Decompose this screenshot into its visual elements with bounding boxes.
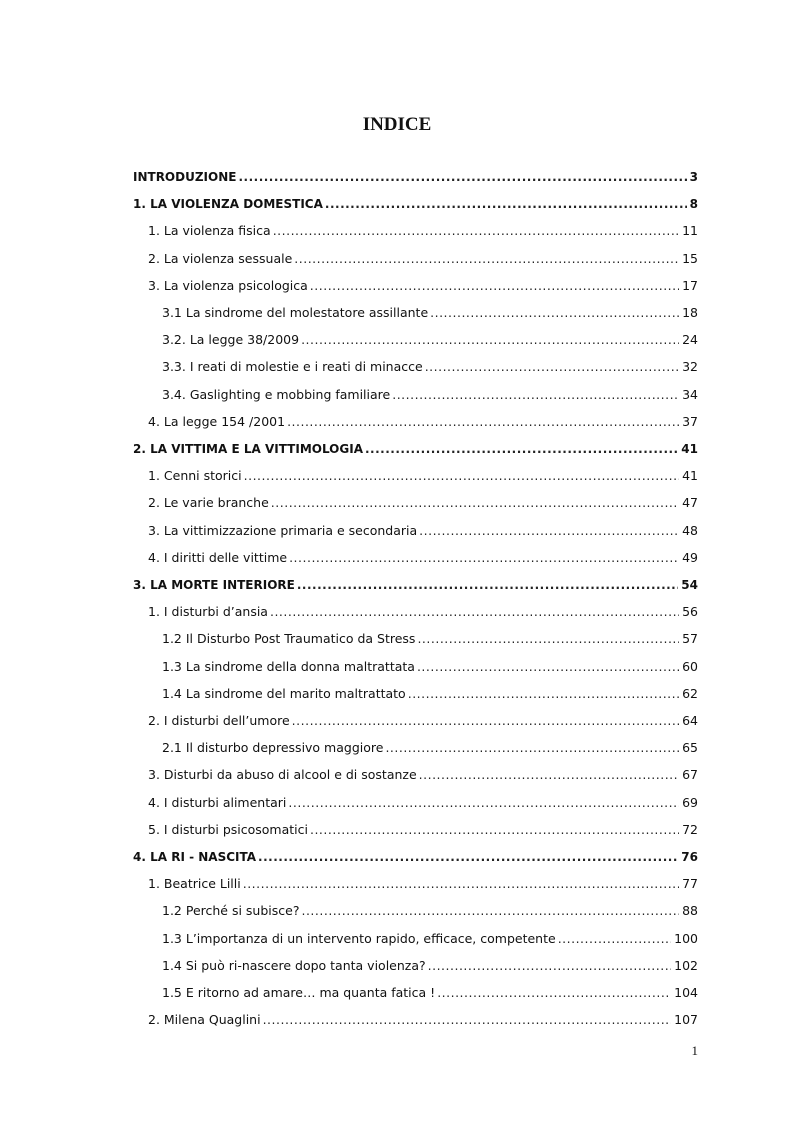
toc-entry-page: 17 [682,277,698,293]
toc-dot-leader [417,631,679,647]
toc-entry[interactable] [162,659,698,675]
toc-dot-leader [288,795,679,811]
toc-entry-label: 1. LA VIOLENZA DOMESTICA [133,197,323,212]
toc-dot-leader [365,441,678,457]
toc-entry-label: 1.2 Perché si subisce? [162,903,300,919]
toc-dot-leader [417,659,679,675]
toc-entry-page: 47 [682,495,698,511]
toc-dot-leader [270,604,679,620]
toc-entry-label: 3.2. La legge 38/2009 [162,332,300,348]
toc-entry-page: 76 [681,850,698,864]
toc-entry-label: 3. La vittimizzazione primaria e secondaria [148,522,418,538]
toc-dot-leader [287,414,679,430]
toc-entry-page: 69 [682,794,698,810]
toc-entry[interactable] [133,441,698,457]
toc-entry[interactable] [148,767,698,783]
toc-entry-page: 62 [682,685,698,701]
toc-entry-label: 5. I disturbi psicosomatici [148,821,308,837]
toc-dot-leader [297,577,678,593]
toc-dot-leader [437,985,671,1001]
toc-entry-label: 3. La violenza psicologica [148,277,308,293]
toc-entry[interactable] [162,686,698,702]
toc-entry-page: 72 [682,821,698,837]
toc-entry[interactable] [162,387,698,403]
toc-entry-label: 2. Milena Quaglini [148,1012,261,1028]
toc-dot-leader [385,740,679,756]
toc-dot-leader [558,931,671,947]
toc-entry-page: 77 [682,876,698,892]
toc-entry-page: 104 [674,985,698,1000]
toc-dot-leader [294,251,679,267]
toc-entry-page: 8 [689,197,698,212]
toc-entry-page: 15 [682,250,698,266]
toc-dot-leader [301,332,679,348]
toc-entry-page: 60 [682,658,698,674]
toc-entry-label: 3. LA MORTE INTERIORE [133,578,295,592]
toc-entry-page: 34 [682,386,698,402]
toc-dot-leader [430,305,679,321]
toc-entry[interactable] [148,414,698,430]
toc-entry-label: 1. Beatrice Lilli [148,876,241,892]
toc-dot-leader [263,1012,672,1028]
toc-dot-leader [428,958,672,974]
toc-dot-leader [271,495,679,511]
toc-entry-label: 1.4 La sindrome del marito maltrattato [162,685,406,701]
toc-entry-page: 107 [674,1012,698,1028]
toc-dot-leader [238,169,686,185]
toc-dot-leader [310,822,679,838]
toc-entry-label: 1.2 Il Disturbo Post Traumatico da Stress [162,631,416,647]
toc-entry[interactable] [148,550,698,566]
toc-entry[interactable] [148,523,698,539]
toc-entry-label: 2.1 Il disturbo depressivo maggiore [162,740,384,756]
toc-entry[interactable] [162,631,698,647]
page-number: 1 [691,1043,698,1058]
toc-entry-label: 2. I disturbi dell’umore [148,713,290,728]
toc-entry[interactable] [162,931,698,947]
toc-entry-label: 4. LA RI - NASCITA [133,850,257,864]
toc-entry-label: 1.5 E ritorno ad amare… ma quanta fatica ! [162,985,436,1000]
toc-entry-label: 4. La legge 154 /2001 [148,413,286,429]
toc-entry-label: 3.3. I reati di molestie e i reati di minacce [162,359,423,375]
toc-entry-label: 1. Cenni storici [148,468,242,484]
toc-entry-page: 100 [674,930,698,946]
toc-entry[interactable] [133,577,698,593]
toc-entry-label: 1. I disturbi d’ansia [148,604,268,620]
toc-entry-page: 56 [682,604,698,620]
toc-entry[interactable] [162,740,698,756]
toc-entry[interactable] [148,468,698,484]
toc-entry-page: 24 [682,332,698,348]
toc-dot-leader [292,713,679,729]
toc-entry[interactable] [148,713,698,729]
toc-entry-page: 48 [682,522,698,538]
toc-entry[interactable] [133,169,698,185]
toc-entry-label: INTRODUZIONE [133,170,237,184]
toc-entry-label: 3. Disturbi da abuso di alcool e di sostanze [148,767,417,783]
toc-entry[interactable] [148,251,698,267]
toc-entry[interactable] [148,278,698,294]
toc-entry-page: 65 [682,740,698,756]
toc-entry[interactable] [133,849,698,865]
toc-entry-page: 57 [682,631,698,647]
toc-entry-label: 3.1 La sindrome del molestatore assillante [162,305,429,320]
toc-entry-label: 4. I disturbi alimentari [148,794,287,810]
toc-entry-page: 49 [682,549,698,565]
toc-dot-leader [273,223,679,239]
toc-dot-leader [244,468,679,484]
toc-entry[interactable] [148,223,698,239]
toc-entry[interactable] [162,958,698,974]
toc-entry-label: 1.3 La sindrome della donna maltrattata [162,658,415,674]
toc-entry[interactable] [133,196,698,212]
toc-entry-label: 1. La violenza fisica [148,223,271,239]
toc-entry[interactable] [162,332,698,348]
page-title: INDICE [362,114,432,135]
toc-entry-label: 4. I diritti delle vittime [148,549,288,565]
toc-entry[interactable] [162,359,698,375]
toc-entry[interactable] [162,305,698,321]
toc-entry[interactable] [162,903,698,919]
toc-dot-leader [243,876,679,892]
toc-entry-page: 3 [689,170,698,184]
toc-entry-label: 2. LA VITTIMA E LA VITTIMOLOGIA [133,442,363,456]
toc-dot-leader [419,523,679,539]
toc-entry-page: 64 [682,713,698,728]
toc-entry-page: 54 [681,578,698,592]
toc-dot-leader [310,278,679,294]
toc-dot-leader [392,387,679,403]
toc-entry[interactable] [148,876,698,892]
toc-entry[interactable] [148,604,698,620]
toc-entry[interactable] [162,985,698,1001]
toc-entry-label: 2. La violenza sessuale [148,250,293,266]
toc-entry-label: 3.4. Gaslighting e mobbing familiare [162,386,391,402]
toc-entry-page: 41 [681,442,698,456]
toc-dot-leader [408,686,679,702]
toc-entry[interactable] [148,1012,698,1028]
toc-entry-page: 32 [682,359,698,375]
toc-entry[interactable] [148,822,698,838]
toc-dot-leader [301,903,679,919]
toc-dot-leader [289,550,679,566]
toc-entry[interactable] [148,495,698,511]
toc-dot-leader [419,767,679,783]
toc-entry-label: 1.3 L’importanza di un intervento rapido, efficace, competente [162,930,556,946]
toc-entry-page: 88 [682,903,698,919]
toc-dot-leader [258,849,678,865]
toc-entry-page: 102 [674,957,698,973]
toc-entry-label: 2. Le varie branche [148,495,269,511]
toc-entry[interactable] [148,795,698,811]
toc-entry-page: 11 [682,223,698,239]
toc-entry-label: 1.4 Si può ri-nascere dopo tanta violenza? [162,957,426,973]
toc-entry-page: 18 [682,305,698,320]
toc-entry-page: 67 [682,767,698,783]
toc-entry-page: 41 [682,468,698,484]
toc-entry-page: 37 [682,413,698,429]
toc-dot-leader [425,359,679,375]
toc-dot-leader [325,196,687,212]
